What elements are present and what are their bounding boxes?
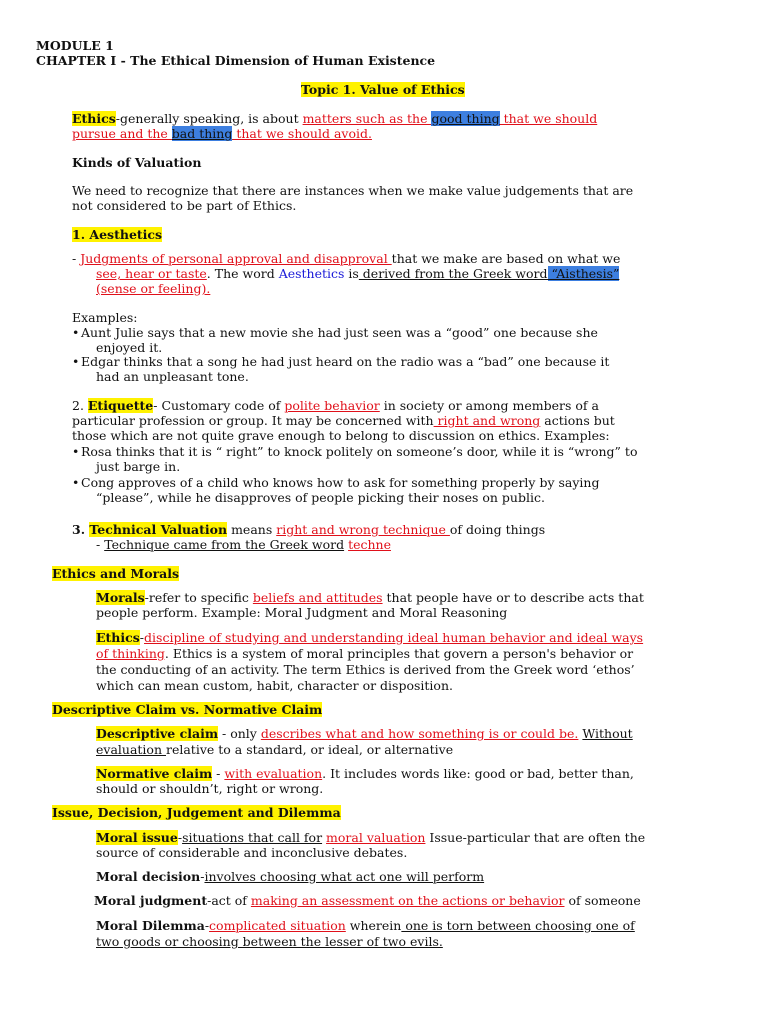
- etiquette-example-1: Rosa thinks that it is “ right” to knock politely on someone’s door, while it is “wrong” to: [81, 444, 638, 459]
- technical-line-2: - Technique came from the Greek word techne: [96, 537, 391, 552]
- etiquette-line-1: 2. Etiquette- Customary code of polite behavior in society or among members of a: [72, 398, 599, 413]
- ethics-line-3: the conducting of an activity. The term Ethics is derived from the Greek word ‘ethos’: [96, 662, 635, 677]
- technical-line-1: 3. Technical Valuation means right and wrong technique of doing things: [72, 522, 546, 537]
- ethics-line-1: Ethics-discipline of studying and understanding ideal human behavior and ideal ways: [96, 630, 644, 645]
- moral-decision-term: Moral decision: [96, 869, 201, 884]
- etiquette-example-1-cont: just barge in.: [96, 459, 181, 474]
- descriptive-term: Descriptive claim: [96, 726, 219, 741]
- moral-issue-line-1: Moral issue-situations that call for moral valuation Issue-particular that are often the: [96, 830, 646, 845]
- aesthetics-line-1: - Judgments of personal approval and disapproval that we make are based on what we: [72, 251, 621, 266]
- aesthetics-example-1-cont: enjoyed it.: [96, 340, 163, 355]
- ethics-line-2: of thinking. Ethics is a system of moral principles that govern a person's behavior or: [96, 646, 634, 661]
- chapter-title: CHAPTER I - The Ethical Dimension of Human Existence: [36, 53, 436, 68]
- module-label: MODULE 1: [36, 38, 114, 53]
- moral-decision-line: Moral decision-involves choosing what act one will perform: [96, 869, 485, 884]
- moral-dilemma-line-2: two goods or choosing between the lesser of two evils.: [96, 934, 443, 949]
- moral-judgment-line: Moral judgment-act of making an assessment on the actions or behavior of someone: [94, 893, 641, 908]
- bullet: •: [72, 475, 80, 490]
- kinds-heading: Kinds of Valuation: [72, 155, 202, 170]
- kinds-paragraph-2: not considered to be part of Ethics.: [72, 198, 297, 213]
- kinds-paragraph-1: We need to recognize that there are instances when we make value judgements that are: [72, 183, 634, 198]
- aesthetics-line-2: see, hear or taste. The word Aesthetics is derived from the Greek word “Aisthesis”: [96, 266, 620, 281]
- moral-dilemma-term: Moral Dilemma: [96, 918, 205, 933]
- ethics-term: Ethics: [72, 111, 116, 126]
- morals-term: Morals: [96, 590, 145, 605]
- issue-heading: Issue, Decision, Judgement and Dilemma: [52, 805, 341, 820]
- bullet: •: [72, 325, 80, 340]
- normative-line-2: should or shouldn’t, right or wrong.: [96, 781, 324, 796]
- aesthetics-example-2-cont: had an unpleasant tone.: [96, 369, 249, 384]
- descriptive-line-1: Descriptive claim - only describes what and how something is or could be. Without: [96, 726, 633, 741]
- aesthetics-line-3: (sense or feeling).: [96, 281, 211, 296]
- bullet: •: [72, 354, 80, 369]
- bad-thing-highlight: bad thing: [171, 126, 233, 141]
- moral-judgment-term: Moral judgment: [94, 893, 208, 908]
- aesthetics-heading: 1. Aesthetics: [72, 227, 163, 242]
- topic-heading: Topic 1. Value of Ethics: [301, 82, 465, 97]
- ethics-term-2: Ethics: [96, 630, 140, 645]
- moral-dilemma-line-1: Moral Dilemma-complicated situation wherein one is torn between choosing one of: [96, 918, 635, 933]
- ethics-line-4: which can mean custom, habit, character or disposition.: [96, 678, 453, 693]
- ethics-morals-heading: Ethics and Morals: [52, 566, 180, 581]
- etiquette-term: Etiquette: [87, 398, 154, 413]
- ethics-definition-line-2: pursue and the bad thing that we should avoid.: [72, 126, 372, 141]
- good-thing-highlight: good thing: [431, 111, 500, 126]
- ethics-definition-line-1: Ethics-generally speaking, is about matters such as the good thing that we should: [72, 111, 598, 126]
- morals-line-2: people perform. Example: Moral Judgment and Moral Reasoning: [96, 605, 508, 620]
- etiquette-line-3: those which are not quite grave enough to belong to discussion on ethics. Examples:: [72, 428, 610, 443]
- normative-line-1: Normative claim - with evaluation. It includes words like: good or bad, better than,: [96, 766, 634, 781]
- moral-issue-term: Moral issue: [96, 830, 178, 845]
- moral-issue-line-2: source of considerable and inconclusive debates.: [96, 845, 408, 860]
- aesthetics-example-2: Edgar thinks that a song he had just heard on the radio was a “bad” one because it: [81, 354, 610, 369]
- etiquette-line-2: particular profession or group. It may be concerned with right and wrong actions but: [72, 413, 615, 428]
- etiquette-example-2: Cong approves of a child who knows how to ask for something properly by saying: [81, 475, 600, 490]
- examples-label: Examples:: [72, 310, 138, 325]
- technical-term: Technical Valuation: [89, 522, 228, 537]
- morals-line-1: Morals-refer to specific beliefs and attitudes that people have or to describe acts that: [96, 590, 644, 605]
- bullet: •: [72, 444, 80, 459]
- aisthesis-highlight: “Aisthesis”: [547, 266, 620, 281]
- aesthetics-example-1: Aunt Julie says that a new movie she had just seen was a “good” one because she: [81, 325, 598, 340]
- descriptive-line-2: evaluation relative to a standard, or ideal, or alternative: [96, 742, 454, 757]
- etiquette-example-2-cont: “please”, while he disapproves of people picking their noses on public.: [96, 490, 545, 505]
- claims-heading: Descriptive Claim vs. Normative Claim: [52, 702, 323, 717]
- normative-term: Normative claim: [96, 766, 213, 781]
